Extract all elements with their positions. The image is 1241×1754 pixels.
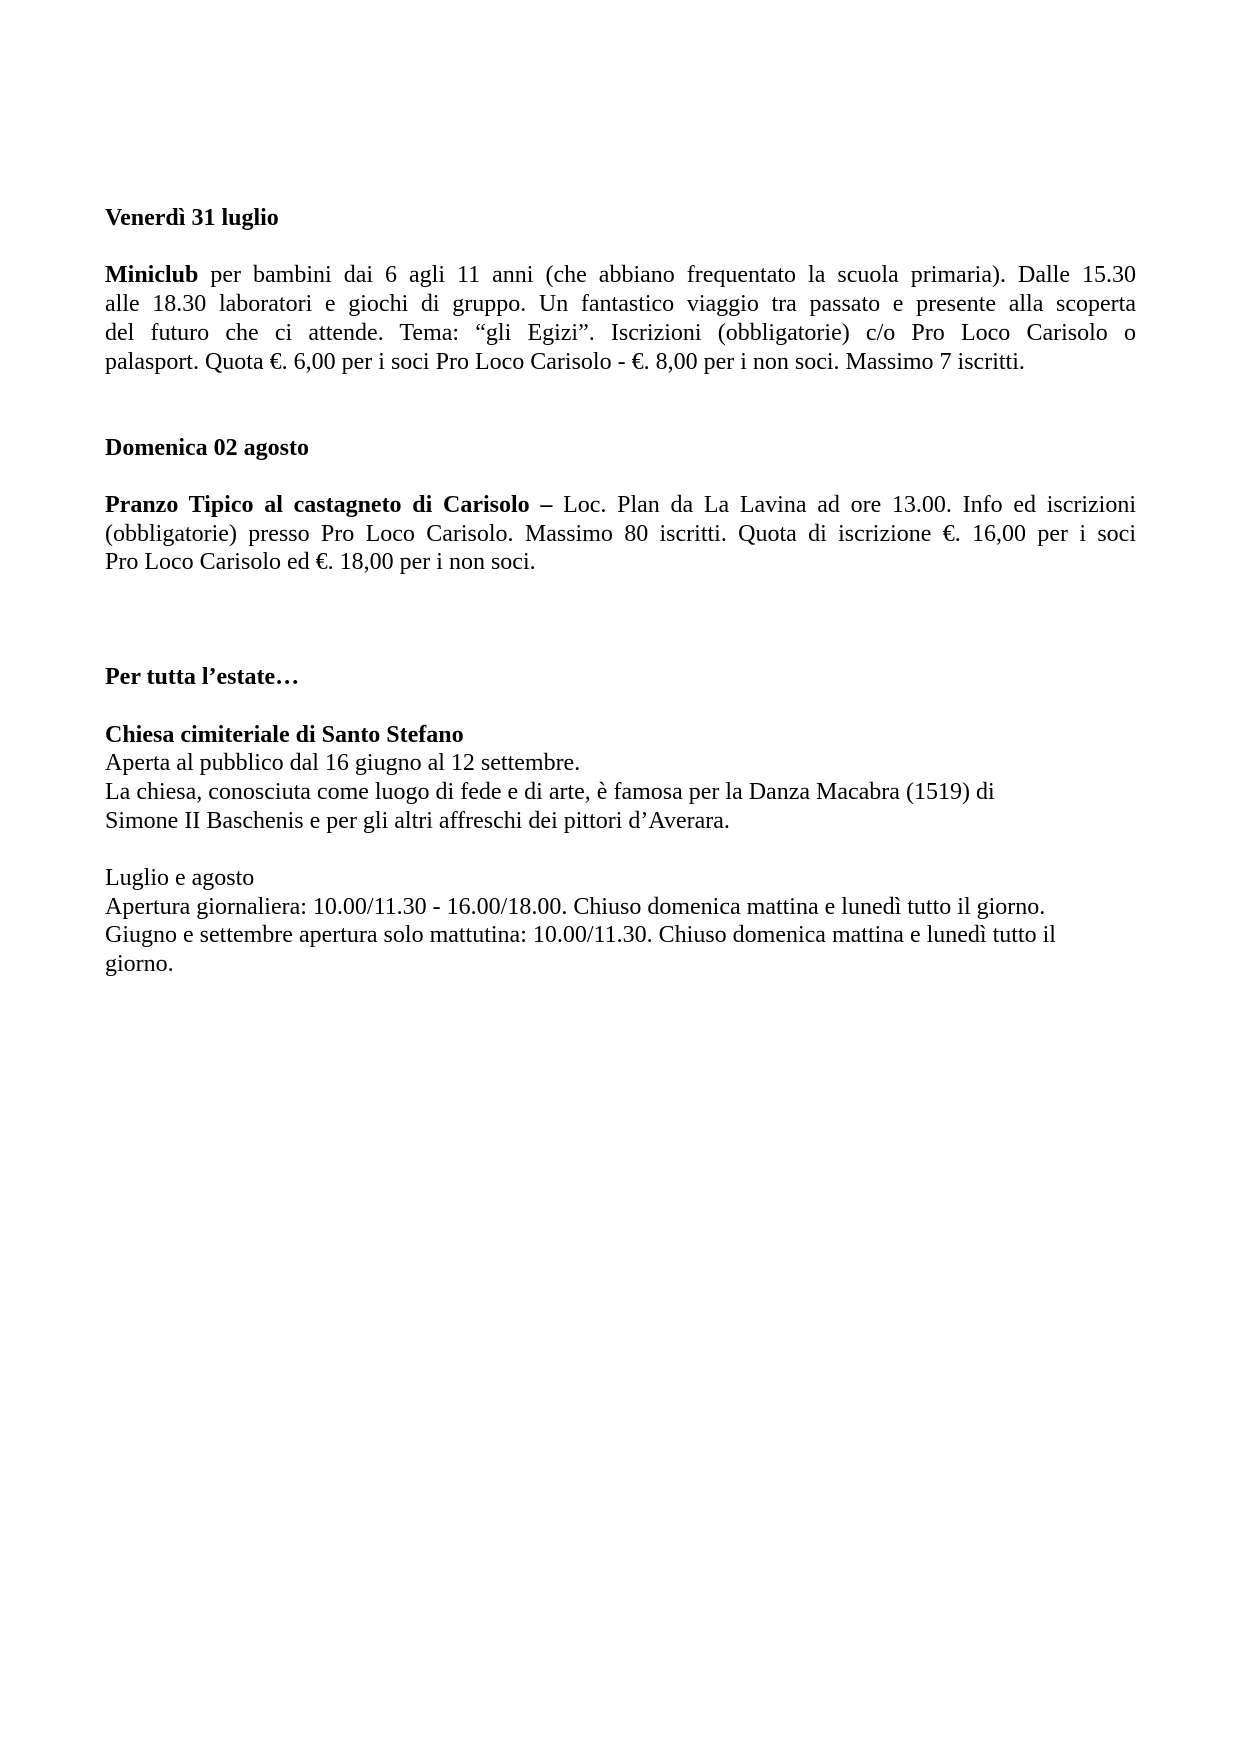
para-miniclub-line-2: alle 18.30 laboratori e giochi di gruppo. Un fantastico viaggio tra passato e presente alla scoperta bbox=[105, 291, 1136, 318]
para-pranzo-line-2: (obbligatorie) presso Pro Loco Carisolo. Massimo 80 iscritti. Quota di iscrizione €. 16,00 per i soci bbox=[105, 520, 1136, 547]
heading-chiesa-santo-stefano: Chiesa cimiteriale di Santo Stefano bbox=[105, 721, 464, 748]
para-miniclub-line-1-text: per bambini dai 6 agli 11 anni (che abbiano frequentato la scuola primaria). Dalle 15.30 bbox=[198, 262, 1136, 289]
hours-apertura-line: Apertura giornaliera: 10.00/11.30 - 16.00/18.00. Chiuso domenica mattina e lunedì tutto il giorno. bbox=[105, 893, 1046, 920]
para-miniclub-line-3: del futuro che ci attende. Tema: “gli Egizi”. Iscrizioni (obbligatorie) c/o Pro Loco Carisolo o bbox=[105, 319, 1136, 346]
blank-line bbox=[105, 233, 1136, 262]
para-miniclub-lead-bold: Miniclub bbox=[105, 262, 199, 289]
para-miniclub-line-1 bbox=[105, 261, 1136, 290]
blank-line bbox=[105, 577, 1136, 606]
church-description-line-2: Simone II Baschenis e per gli altri affreschi dei pittori d’Averara. bbox=[105, 807, 730, 834]
church-open-dates-line: Aperta al pubblico dal 16 giugno al 12 settembre. bbox=[105, 750, 581, 777]
para-miniclub-line-4: palasport. Quota €. 6,00 per i soci Pro Loco Carisolo - €. 8,00 per i non soci. Massimo 7 iscritti. bbox=[105, 348, 1025, 375]
para-pranzo-line-1-text: Loc. Plan da La Lavina ad ore 13.00. Info ed iscrizioni bbox=[552, 491, 1137, 518]
blank-line bbox=[105, 462, 1136, 491]
hours-giugno-settembre-line: Giugno e settembre apertura solo mattutina: 10.00/11.30. Chiuso domenica mattina e lunedì tutto il bbox=[105, 922, 1056, 949]
para-pranzo-lead-bold: Pranzo Tipico al castagneto di Carisolo – bbox=[105, 491, 553, 518]
blank-line bbox=[105, 405, 1136, 434]
hours-luglio-agosto-line: Luglio e agosto bbox=[105, 865, 255, 892]
para-pranzo-line-1 bbox=[105, 491, 1136, 520]
hours-giorno-line: giorno. bbox=[105, 951, 174, 978]
blank-line bbox=[105, 376, 1136, 405]
church-description-line-1: La chiesa, conosciuta come luogo di fede e di arte, è famosa per la Danza Macabra (1519) di bbox=[105, 778, 995, 805]
para-pranzo-line-3: Pro Loco Carisolo ed €. 18,00 per i non soci. bbox=[105, 549, 536, 576]
blank-line bbox=[105, 692, 1136, 721]
heading-domenica-02-agosto: Domenica 02 agosto bbox=[105, 434, 309, 461]
heading-venerdi-31-luglio: Venerdì 31 luglio bbox=[105, 205, 279, 231]
heading-per-tutta-estate: Per tutta l’estate… bbox=[105, 664, 300, 691]
blank-line bbox=[105, 606, 1136, 635]
blank-line bbox=[105, 835, 1136, 864]
blank-line bbox=[105, 634, 1136, 663]
